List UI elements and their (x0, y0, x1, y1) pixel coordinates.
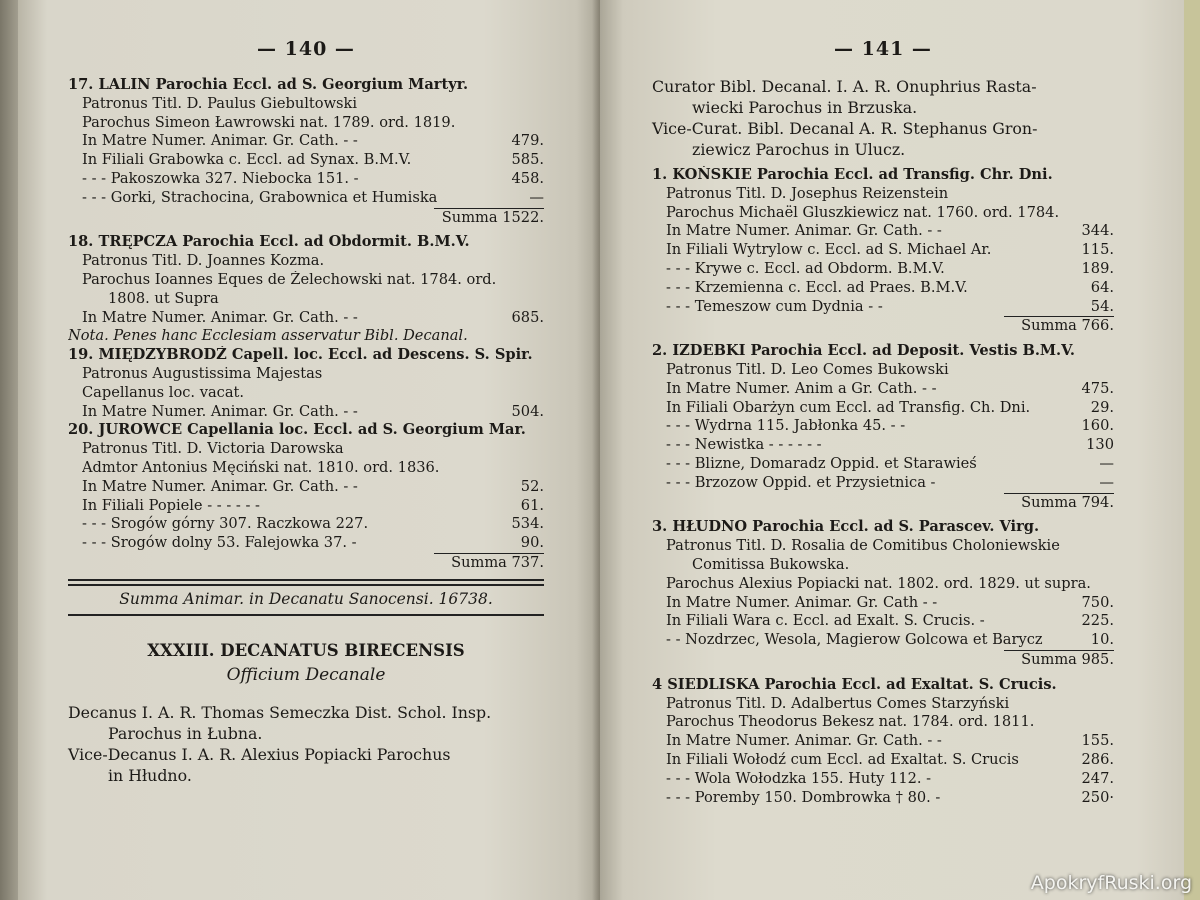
entry-line (68, 233, 544, 252)
entry-number: 286. (1081, 750, 1114, 768)
entry-number: 247. (1081, 769, 1114, 787)
entry-text: In Matre Numer. Animar. Gr. Cath. - - (666, 732, 942, 750)
curators-list (652, 76, 1114, 160)
entry-text: - - - Krzemienna c. Eccl. ad Praes. B.M.V. (666, 278, 968, 296)
entry-line (652, 789, 1114, 808)
entry-line (68, 440, 544, 459)
entry-text: 17. LALIN Parochia Eccl. ad S. Georgium Martyr. (68, 76, 469, 93)
entry-number: 685. (511, 308, 544, 326)
entry-number: 61. (520, 496, 544, 514)
entry-line (68, 403, 544, 422)
entry-line (68, 290, 544, 309)
entry-number: 479. (511, 132, 544, 150)
entry-line (652, 676, 1114, 695)
entry-text: - - - Pakoszowka 327. Niebocka 151. - (82, 169, 359, 187)
entry-line (652, 298, 1114, 317)
entry-line (68, 271, 544, 290)
entry-line (68, 95, 544, 114)
entry-text: - - - Brzozow Oppid. et Przysietnica - (666, 473, 936, 491)
entry-number: 29. (1090, 398, 1114, 416)
entry-line (68, 497, 544, 516)
office-line: Parochus in Łubna. (108, 723, 263, 743)
entry-line (68, 76, 544, 95)
entry-text: In Matre Numer. Anim a Gr. Cath. - - (666, 379, 937, 397)
sum-lalin: Summa 1522. (434, 208, 544, 228)
entry-number: 130 (1086, 436, 1114, 454)
office-line: in Hłudno. (108, 765, 192, 785)
entry-line (652, 260, 1114, 279)
entry-number: — (1099, 473, 1114, 491)
entry-text: - - - Poremby 150. Dombrowka † 80. - (666, 788, 941, 806)
right-entries-4 (652, 676, 1114, 808)
entry-text: Parochus Theodorus Bekesz nat. 1784. ord. 1811. (666, 713, 1035, 731)
entry-line (68, 384, 544, 403)
entry-line (652, 518, 1114, 537)
entry-line (652, 455, 1114, 474)
entry-text: In Matre Numer. Animar. Gr. Cath. - - (82, 477, 358, 495)
entry-text: In Filiali Wytrylow c. Eccl. ad S. Michael Ar. (666, 241, 992, 259)
entry-text: In Filiali Wołodź cum Eccl. ad Exaltat. S. Crucis (666, 750, 1019, 768)
entry-number: 115. (1081, 241, 1114, 259)
entry-number: 54. (1090, 297, 1114, 315)
entry-text: Patronus Augustissima Majestas (82, 364, 323, 382)
office-line: Vice-Curat. Bibl. Decanal A. R. Stephanus Gron- (652, 119, 1038, 138)
entry-number: 458. (511, 169, 544, 187)
entry-line (68, 515, 544, 534)
entry-line (68, 534, 544, 553)
left-entries-1 (68, 76, 544, 208)
entry-line (68, 365, 544, 384)
entry-line (652, 342, 1114, 361)
entry-number: 189. (1081, 259, 1114, 277)
left-page (18, 0, 600, 900)
entry-text: In Filiali Grabowka c. Eccl. ad Synax. B.M.V. (82, 151, 412, 169)
office-line: ziewicz Parochus in Ulucz. (692, 140, 906, 159)
entry-text: - - - Temeszow cum Dydnia - - (666, 297, 883, 315)
office-line: Decanus I. A. R. Thomas Semeczka Dist. Schol. Insp. (68, 702, 492, 722)
entry-text: Parochus Simeon Ławrowski nat. 1789. ord. 1819. (82, 113, 456, 131)
entry-text: In Filiali Wara c. Eccl. ad Exalt. S. Crucis. - (666, 612, 985, 630)
entry-text: In Matre Numer. Animar. Gr. Cath - - (666, 593, 938, 611)
entry-line (652, 751, 1114, 770)
entry-line (652, 537, 1114, 556)
entry-line (68, 421, 544, 440)
entry-text: - - - Gorki, Strachocina, Grabownica et Humiska (82, 188, 438, 206)
officers-list (68, 702, 544, 786)
right-entries-3 (652, 518, 1114, 650)
entry-text: Parochus Alexius Popiacki nat. 1802. ord. 1829. ut supra. (666, 574, 1091, 592)
watermark-text: ApokryfRuski.org (1030, 872, 1192, 894)
entry-number: — (1099, 454, 1114, 472)
entry-text: 18. TRĘPCZA Parochia Eccl. ad Obdormit. B.M.V. (68, 233, 470, 251)
entry-text: In Filiali Popiele - - - - - - (82, 496, 260, 514)
double-rule-top (68, 579, 544, 586)
entry-line (652, 279, 1114, 298)
entry-text: - - - Wydrna 115. Jabłonka 45. - - (666, 417, 906, 435)
right-page (600, 0, 1184, 900)
entry-text: - - Nozdrzec, Wesola, Magierow Golcowa et Barycz (666, 631, 1043, 649)
entry-text: Patronus Titl. D. Rosalia de Comitibus Choloniewskie (666, 537, 1060, 555)
entry-line (652, 361, 1114, 380)
entry-text: Patronus Titl. D. Josephus Reizenstein (666, 184, 949, 202)
entry-line (68, 114, 544, 133)
entry-number: 475. (1081, 379, 1114, 397)
sum-jurowce: Summa 737. (434, 553, 544, 573)
entry-line (652, 474, 1114, 493)
office-line: wiecki Parochus in Brzuska. (692, 98, 918, 117)
right-entries-1 (652, 166, 1114, 316)
entry-text: In Matre Numer. Animar. Gr. Cath. - - (82, 132, 358, 150)
entry-line (652, 436, 1114, 455)
entry-text: - - - Blizne, Domaradz Oppid. et Starawieś (666, 454, 977, 472)
entry-text: 4 SIEDLISKA Parochia Eccl. ad Exaltat. S. Crucis. (652, 675, 1057, 693)
rule-below-total (68, 614, 544, 616)
entry-number: 344. (1081, 222, 1114, 240)
right-entries-2 (652, 342, 1114, 492)
entry-text: 19. MIĘDZYBRODŹ Capell. loc. Eccl. ad Descens. S. Spir. (68, 346, 533, 364)
entry-line (68, 151, 544, 170)
section-subtitle: Officium Decanale (226, 664, 386, 685)
section-title: XXXIII. DECANATUS BIRECENSIS (147, 640, 465, 660)
entry-number: 225. (1081, 612, 1114, 630)
entry-line (652, 713, 1114, 732)
entry-text: Patronus Titl. D. Joannes Kozma. (82, 252, 325, 270)
book-edge-left (0, 0, 20, 900)
entry-number: 52. (520, 477, 544, 495)
sum-izdebki: Summa 794. (1004, 493, 1114, 513)
entry-text: 3. HŁUDNO Parochia Eccl. ad S. Parascev. Virg. (652, 518, 1040, 536)
entry-line (652, 612, 1114, 631)
office-line: Curator Bibl. Decanal. I. A. R. Onuphrius Rasta- (652, 77, 1037, 96)
entry-number: 160. (1081, 417, 1114, 435)
entry-number: 750. (1081, 593, 1114, 611)
entry-line (652, 417, 1114, 436)
entry-line (652, 204, 1114, 223)
entry-line (652, 594, 1114, 613)
entry-line (652, 241, 1114, 260)
entry-text: Admtor Antonius Męciński nat. 1810. ord. 1836. (82, 458, 440, 476)
entry-line (652, 770, 1114, 789)
entry-text: Parochus Michaël Gluszkiewicz nat. 1760. ord. 1784. (666, 203, 1060, 221)
entry-line (68, 189, 544, 208)
decanate-total: Summa Animar. in Decanatu Sanocensi. 16738. (119, 589, 493, 608)
entry-line (652, 575, 1114, 594)
entry-text: - - - Srogów górny 307. Raczkowa 227. (82, 515, 369, 533)
entry-text: Patronus Titl. D. Paulus Giebultowski (82, 94, 358, 112)
entry-line (68, 346, 544, 365)
entry-text: Comitissa Bukowska. (692, 555, 850, 573)
office-line: Vice-Decanus I. A. R. Alexius Popiacki Parochus (68, 744, 451, 764)
background-right-edge (1184, 0, 1200, 900)
entry-line (68, 170, 544, 189)
entry-line (652, 399, 1114, 418)
entry-line (68, 309, 544, 328)
nota-line: Nota. Penes hanc Ecclesiam asservatur Bibl. Decanal. (68, 327, 468, 345)
left-entries-3 (68, 346, 544, 553)
entry-text: In Filiali Obarżyn cum Eccl. ad Transfig. Ch. Dni. (666, 398, 1031, 416)
entry-text: Patronus Titl. D. Leo Comes Bukowski (666, 360, 949, 378)
entry-number: 585. (511, 151, 544, 169)
entry-number: — (529, 188, 544, 206)
sum-hludno: Summa 985. (1004, 650, 1114, 670)
entry-text: In Matre Numer. Animar. Gr. Cath. - - (82, 402, 358, 420)
entry-line (68, 459, 544, 478)
entry-line (68, 478, 544, 497)
entry-number: 155. (1081, 732, 1114, 750)
entry-text: - - - Srogów dolny 53. Falejowka 37. - (82, 534, 357, 552)
entry-line (652, 732, 1114, 751)
page-number-right: — 141 — (834, 38, 932, 60)
entry-text: - - - Wola Wołodzka 155. Huty 112. - (666, 769, 932, 787)
entry-line (652, 166, 1114, 185)
entry-number: 534. (511, 515, 544, 533)
sum-konskie: Summa 766. (1004, 316, 1114, 336)
entry-number: 64. (1090, 278, 1114, 296)
left-entries-2 (68, 233, 544, 327)
entry-text: - - - Krywe c. Eccl. ad Obdorm. B.M.V. (666, 259, 945, 277)
entry-text: 1. KOŃSKIE Parochia Eccl. ad Transfig. Chr. Dni. (652, 166, 1053, 183)
entry-number: 504. (511, 402, 544, 420)
entry-line (68, 132, 544, 151)
entry-line (652, 185, 1114, 204)
entry-line (68, 252, 544, 271)
entry-text: - - - Newistka - - - - - - (666, 436, 822, 454)
entry-line (652, 695, 1114, 714)
entry-text: Parochus Ioannes Eques de Żelechowski nat. 1784. ord. (82, 270, 497, 288)
entry-text: 2. IZDEBKI Parochia Eccl. ad Deposit. Vestis B.M.V. (652, 342, 1075, 360)
entry-text: 20. JUROWCE Capellania loc. Eccl. ad S. Georgium Mar. (68, 421, 526, 439)
entry-line (652, 631, 1114, 650)
entry-text: In Matre Numer. Animar. Gr. Cath. - - (82, 308, 358, 326)
entry-number: 90. (520, 534, 544, 552)
entry-line (652, 556, 1114, 575)
entry-line (652, 380, 1114, 399)
entry-text: 1808. ut Supra (108, 289, 219, 307)
entry-text: Capellanus loc. vacat. (82, 383, 245, 401)
entry-text: Patronus Titl. D. Victoria Darowska (82, 440, 344, 458)
entry-text: In Matre Numer. Animar. Gr. Cath. - - (666, 222, 942, 240)
entry-text: Patronus Titl. D. Adalbertus Comes Starzyński (666, 694, 1010, 712)
entry-number: 250· (1081, 788, 1114, 806)
page-number-left: — 140 — (257, 38, 355, 60)
entry-number: 10. (1090, 631, 1114, 649)
entry-line (652, 222, 1114, 241)
